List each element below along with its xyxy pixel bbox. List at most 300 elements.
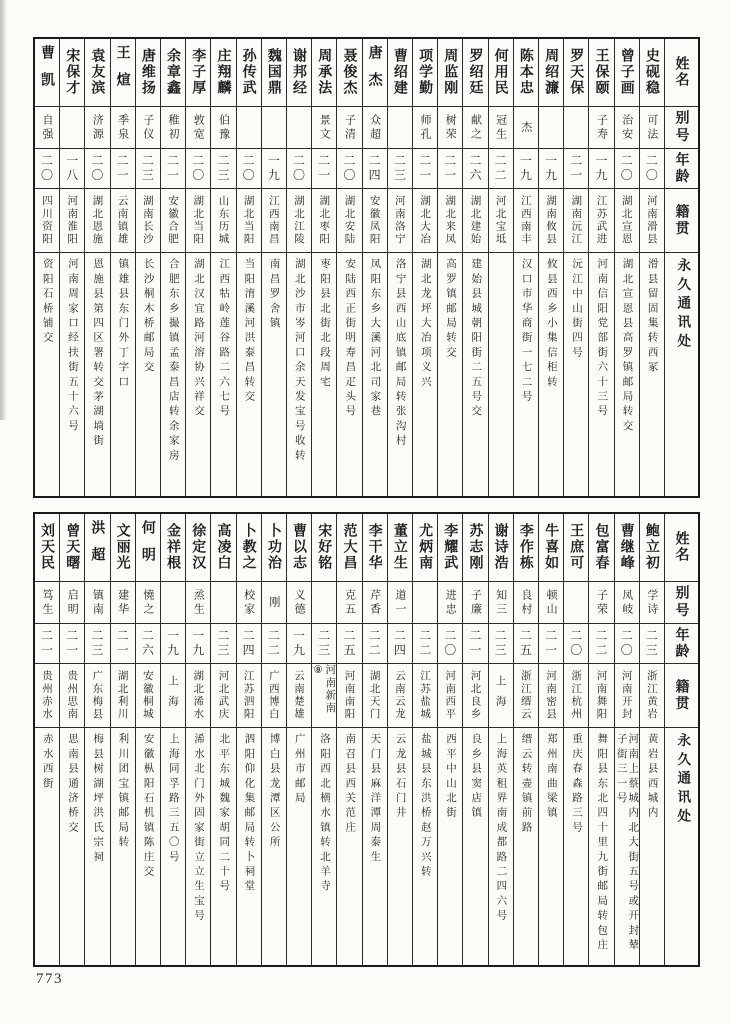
alias-cell [237,581,261,623]
name-cell [640,514,664,581]
person-column [311,514,336,965]
name-cell [186,39,210,106]
age-cell [438,623,462,663]
address-text: 建始县城朝阳街二五号交 [470,258,483,420]
age-text: 一九 [165,629,180,658]
alias-text: 憢之 [141,588,155,617]
age-text: 一九 [291,629,306,658]
address-text: 云龙县石门井 [394,733,407,822]
origin-cell [589,663,613,727]
alias-text: 义德 [293,588,307,617]
alias-cell [312,106,336,148]
age-text: 二三 [316,629,331,658]
alias-cell [211,581,235,623]
name-cell [136,39,160,106]
age-cell [589,623,613,663]
name-cell [35,39,59,106]
alias-text: 进忠 [444,588,458,617]
alias-cell [489,581,513,623]
alias-cell [489,106,513,148]
name-text: 何明 [139,520,156,575]
name-text: 曹继峰 [618,523,635,572]
origin-cell [312,188,336,252]
address-text: 河南周家口经扶街五十六号 [66,258,79,435]
name-cell [514,39,538,106]
alias-text: 刚 [267,595,281,610]
origin-text: 上海 [494,675,507,716]
address-text: 利川团宝镇邮局转 [117,733,130,851]
person-column [538,514,563,965]
name-text: 何用民 [492,48,509,97]
name-cell [287,39,311,106]
address-text: 湖北沙市岑河口余天发宝号收转 [293,258,306,464]
name-cell [589,39,613,106]
person-column [462,39,487,496]
age-text: 二〇 [291,154,306,183]
header-origin-label [665,663,698,727]
header-age-label [665,623,698,663]
name-cell [262,39,286,106]
age-text: 二一 [115,154,130,183]
name-cell [539,514,563,581]
address-text: 资阳石桥铺交 [41,258,54,347]
address-cell [413,252,437,496]
name-text: 鲍立初 [643,523,660,572]
page-number: 773 [36,971,63,987]
alias-cell [111,106,135,148]
name-cell [363,514,387,581]
address-cell [363,252,387,496]
name-text: 罗绍廷 [467,48,484,97]
origin-cell [413,663,437,727]
origin-cell [85,188,109,252]
origin-text: 广东梅县 [91,670,104,721]
origin-text: 河北宝坻 [494,195,507,246]
person-column [488,39,513,496]
address-text: 泗阳仰化集邮局转卜祠堂 [243,733,256,895]
origin-text: 上海 [167,675,180,716]
age-cell [615,148,639,188]
alias-cell [136,106,160,148]
alias-cell [60,106,84,148]
origin-text: 湖北恩施 [91,195,104,246]
name-cell [539,39,563,106]
age-cell [363,623,387,663]
name-text: 周绍濂 [543,48,560,97]
origin-text: 湖南攸县 [545,195,558,246]
origin-cell [363,663,387,727]
age-cell [35,148,59,188]
origin-cell [489,188,513,252]
name-text: 宋保才 [64,48,81,97]
origin-cell [413,188,437,252]
person-column [538,39,563,496]
age-text: 二三 [215,154,230,183]
person-column [588,514,613,965]
person-column [311,39,336,496]
origin-cell [60,188,84,252]
address-cell [111,727,135,965]
person-column [59,39,84,496]
origin-text: 江苏武进 [595,195,608,246]
age-cell [463,623,487,663]
person-column [563,514,588,965]
person-column [614,514,639,965]
name-cell [489,39,513,106]
name-text: 唐维扬 [139,48,156,97]
address-cell [363,727,387,965]
address-cell [615,252,639,496]
address-cell [514,727,538,965]
name-text: 魏国鼎 [265,48,282,97]
name-cell [262,514,286,581]
address-text: 洛阳西北横水镇转北羊寺 [319,733,331,895]
origin-text: 湖北来凤 [444,195,457,246]
alias-text: 学诗 [645,588,659,617]
name-cell [615,514,639,581]
header-address-text: 永久通讯处 [674,258,691,353]
origin-text: 浙江缙云 [519,670,532,721]
address-text: 镇雄县东门外丁字口 [117,258,130,391]
age-cell [615,623,639,663]
name-cell [60,514,84,581]
name-text: 史砚稳 [643,48,660,97]
name-cell [312,39,336,106]
alias-cell [640,581,664,623]
age-cell [388,148,412,188]
alias-text: 敦宽 [192,113,206,142]
origin-text: 江西南昌 [267,195,280,246]
alias-text: 子清 [343,113,357,142]
alias-cell [363,106,387,148]
origin-cell [564,188,588,252]
address-cell [85,727,109,965]
person-column [261,514,286,965]
person-column [362,514,387,965]
address-cell [489,727,513,965]
address-text: 河南上蔡城内北大街五号或开封辇子街三一号 [615,733,639,954]
name-text: 卜功治 [265,523,282,572]
origin-cell [337,188,361,252]
address-cell [438,727,462,965]
name-text: 周监刚 [442,48,459,97]
name-cell [337,514,361,581]
address-cell [388,727,412,965]
address-cell [237,252,261,496]
name-cell [85,514,109,581]
person-column [84,39,109,496]
alias-text: 子廉 [469,588,483,617]
name-text: 孙传武 [240,48,257,97]
alias-text: 校家 [242,588,256,617]
person-column [639,39,664,496]
address-cell [161,252,185,496]
origin-text: 河南舞阳 [595,670,608,721]
person-column [210,514,235,965]
address-cell [388,252,412,496]
person-column [35,514,59,965]
alias-cell [438,581,462,623]
origin-text: 贵州思南 [66,670,79,721]
origin-text: 河南新南⑧ [312,664,337,715]
origin-text: 湖北浠水 [192,670,205,721]
name-cell [337,39,361,106]
name-text: 李子厚 [190,48,207,97]
alias-text: 可法 [645,113,659,142]
origin-text: 云南镇雄 [116,195,129,246]
name-cell [589,514,613,581]
person-column [387,39,412,496]
origin-text: 浙江黄岩 [645,670,658,721]
person-column [35,39,59,496]
age-text: 二六 [140,629,155,658]
person-column [110,39,135,496]
name-text: 范大昌 [341,523,358,572]
address-text: 思南县通济桥交 [66,733,79,836]
origin-cell [337,663,361,727]
address-text: 恩施县第四区署转交茅湖埫街 [92,258,105,450]
alias-text: 烝生 [192,588,206,617]
name-cell [564,39,588,106]
person-column [261,39,286,496]
name-text: 宋好铭 [316,523,333,572]
age-text: 二一 [115,629,130,658]
name-text: 罗天保 [568,48,585,97]
origin-cell [85,663,109,727]
origin-text: 河南滑县 [645,195,658,246]
age-cell [564,623,588,663]
person-column [336,514,361,965]
alias-text: 景文 [318,113,332,142]
origin-cell [186,188,210,252]
person-column [135,514,160,965]
person-column [462,514,487,965]
age-text: 二四 [241,629,256,658]
age-cell [237,148,261,188]
age-cell [136,623,160,663]
address-text: 湖北宣恩县高罗镇邮局转交 [621,258,634,435]
origin-text: 江苏泗阳 [242,670,255,721]
name-text: 包富春 [593,523,610,572]
age-text: 二二 [593,629,608,658]
age-text: 一九 [543,154,558,183]
origin-cell [514,663,538,727]
origin-cell [111,663,135,727]
address-text: 北平东城魏家胡同二十号 [218,733,231,895]
age-cell [413,148,437,188]
age-cell [85,623,109,663]
alias-cell [615,581,639,623]
address-cell [85,252,109,496]
age-cell [60,623,84,663]
age-cell [640,148,664,188]
person-column [513,514,538,965]
alias-cell [136,581,160,623]
origin-text: 河南西平 [444,670,457,721]
age-text: 一九 [518,154,533,183]
name-cell [438,514,462,581]
age-text: 二一 [442,154,457,183]
person-column [563,39,588,496]
origin-text: 湖北枣阳 [318,195,331,246]
age-text: 二三 [644,629,659,658]
address-text: 上海同孚路三五〇号 [167,733,180,866]
address-text: 当阳淯溪河洪泰昌转交 [243,258,256,405]
address-cell [514,252,538,496]
origin-text: 河南洛宁 [393,195,406,246]
name-cell [136,514,160,581]
header-origin-label [665,188,698,252]
origin-cell [287,663,311,727]
alias-cell [35,106,59,148]
age-cell [186,148,210,188]
header-origin-text: 籍贯 [673,203,690,238]
name-text: 牛喜如 [543,523,560,572]
address-cell [287,252,311,496]
address-text: 凤阳东乡大溪河北司家巷 [369,258,382,420]
address-cell [539,252,563,496]
age-cell [262,148,286,188]
alias-cell [237,106,261,148]
person-column [614,39,639,496]
origin-cell [463,663,487,727]
name-cell [564,514,588,581]
origin-text: 云南云龙 [393,670,406,721]
origin-text: 安徽合肥 [167,195,180,246]
alias-text: 顿山 [545,588,559,617]
origin-text: 广西博白 [267,670,280,721]
person-column [336,39,361,496]
origin-text: 江苏盐城 [419,670,432,721]
address-cell [312,727,336,965]
person-column [84,514,109,965]
header-column [664,39,698,496]
origin-cell [287,188,311,252]
name-text: 余章鑫 [165,48,182,97]
age-text: 二〇 [619,154,634,183]
origin-cell [161,663,185,727]
alias-text: 稚初 [167,113,181,142]
alias-text: 治安 [620,113,634,142]
origin-cell [136,188,160,252]
alias-text: 季泉 [116,113,130,142]
name-cell [312,514,336,581]
age-text: 二三 [493,629,508,658]
name-cell [463,514,487,581]
alias-cell [388,581,412,623]
origin-text: 湖北天门 [368,670,381,721]
origin-text: 四川资阳 [41,195,54,246]
name-text: 李作栋 [517,523,534,572]
age-text: 二三 [392,154,407,183]
header-address-label [665,727,698,965]
age-cell [161,148,185,188]
address-cell [35,727,59,965]
address-text: 浠水北门外固家街立立生宝号 [192,733,205,925]
alias-cell [438,106,462,148]
name-cell [111,39,135,106]
header-alias-label [665,581,698,623]
age-cell [489,148,513,188]
name-cell [161,39,185,106]
origin-cell [589,188,613,252]
age-text: 二〇 [442,629,457,658]
origin-text: 安徽凤阳 [368,195,381,246]
alias-cell [85,581,109,623]
origin-cell [615,663,639,727]
origin-text: 湖北当阳 [242,195,255,246]
age-text: 二二 [417,629,432,658]
header-address-text: 永久通讯处 [674,733,691,828]
alias-text: 济源 [91,113,105,142]
alias-cell [186,581,210,623]
alias-cell [564,581,588,623]
name-text: 王保颐 [593,48,610,97]
address-cell [287,727,311,965]
alias-text: 自强 [41,113,55,142]
header-alias-label [665,106,698,148]
person-column [160,39,185,496]
person-column [639,514,664,965]
name-text: 曹以志 [291,523,308,572]
origin-cell [136,663,160,727]
origin-cell [111,188,135,252]
address-text: 重庆春森路三号 [571,733,584,836]
age-text: 二〇 [190,154,205,183]
age-cell [337,148,361,188]
age-cell [312,623,336,663]
alias-cell [615,106,639,148]
directory-table-top [33,37,700,498]
person-column [412,39,437,496]
person-column [513,39,538,496]
name-cell [514,514,538,581]
address-cell [615,727,639,965]
name-text: 唐杰 [366,45,383,100]
alias-cell [211,106,235,148]
name-text: 曾天曙 [64,523,81,572]
origin-cell [438,663,462,727]
alias-text: 冠生 [494,113,508,142]
age-cell [413,623,437,663]
origin-cell [35,188,59,252]
name-cell [388,514,412,581]
person-column [362,39,387,496]
age-text: 二〇 [619,629,634,658]
person-column [437,514,462,965]
age-cell [111,148,135,188]
alias-cell [337,106,361,148]
age-text: 二六 [467,154,482,183]
address-text: 湖北汉宜路河溶协兴祥交 [192,258,205,420]
name-cell [60,39,84,106]
alias-cell [312,581,336,623]
address-text: 河南信阳党部街六十三号 [596,258,609,420]
origin-cell [388,663,412,727]
name-cell [388,39,412,106]
address-text: 西平中山北街 [445,733,458,822]
age-text: 二一 [165,154,180,183]
alias-cell [337,581,361,623]
origin-text: 河南淮阳 [66,195,79,246]
age-cell [438,148,462,188]
address-cell [589,252,613,496]
person-column [236,39,261,496]
name-text: 聂俊杰 [341,48,358,97]
header-name-text: 姓名 [673,531,690,564]
header-age-text: 年龄 [673,626,690,661]
address-text: 缙云转壶镇前路 [520,733,533,836]
